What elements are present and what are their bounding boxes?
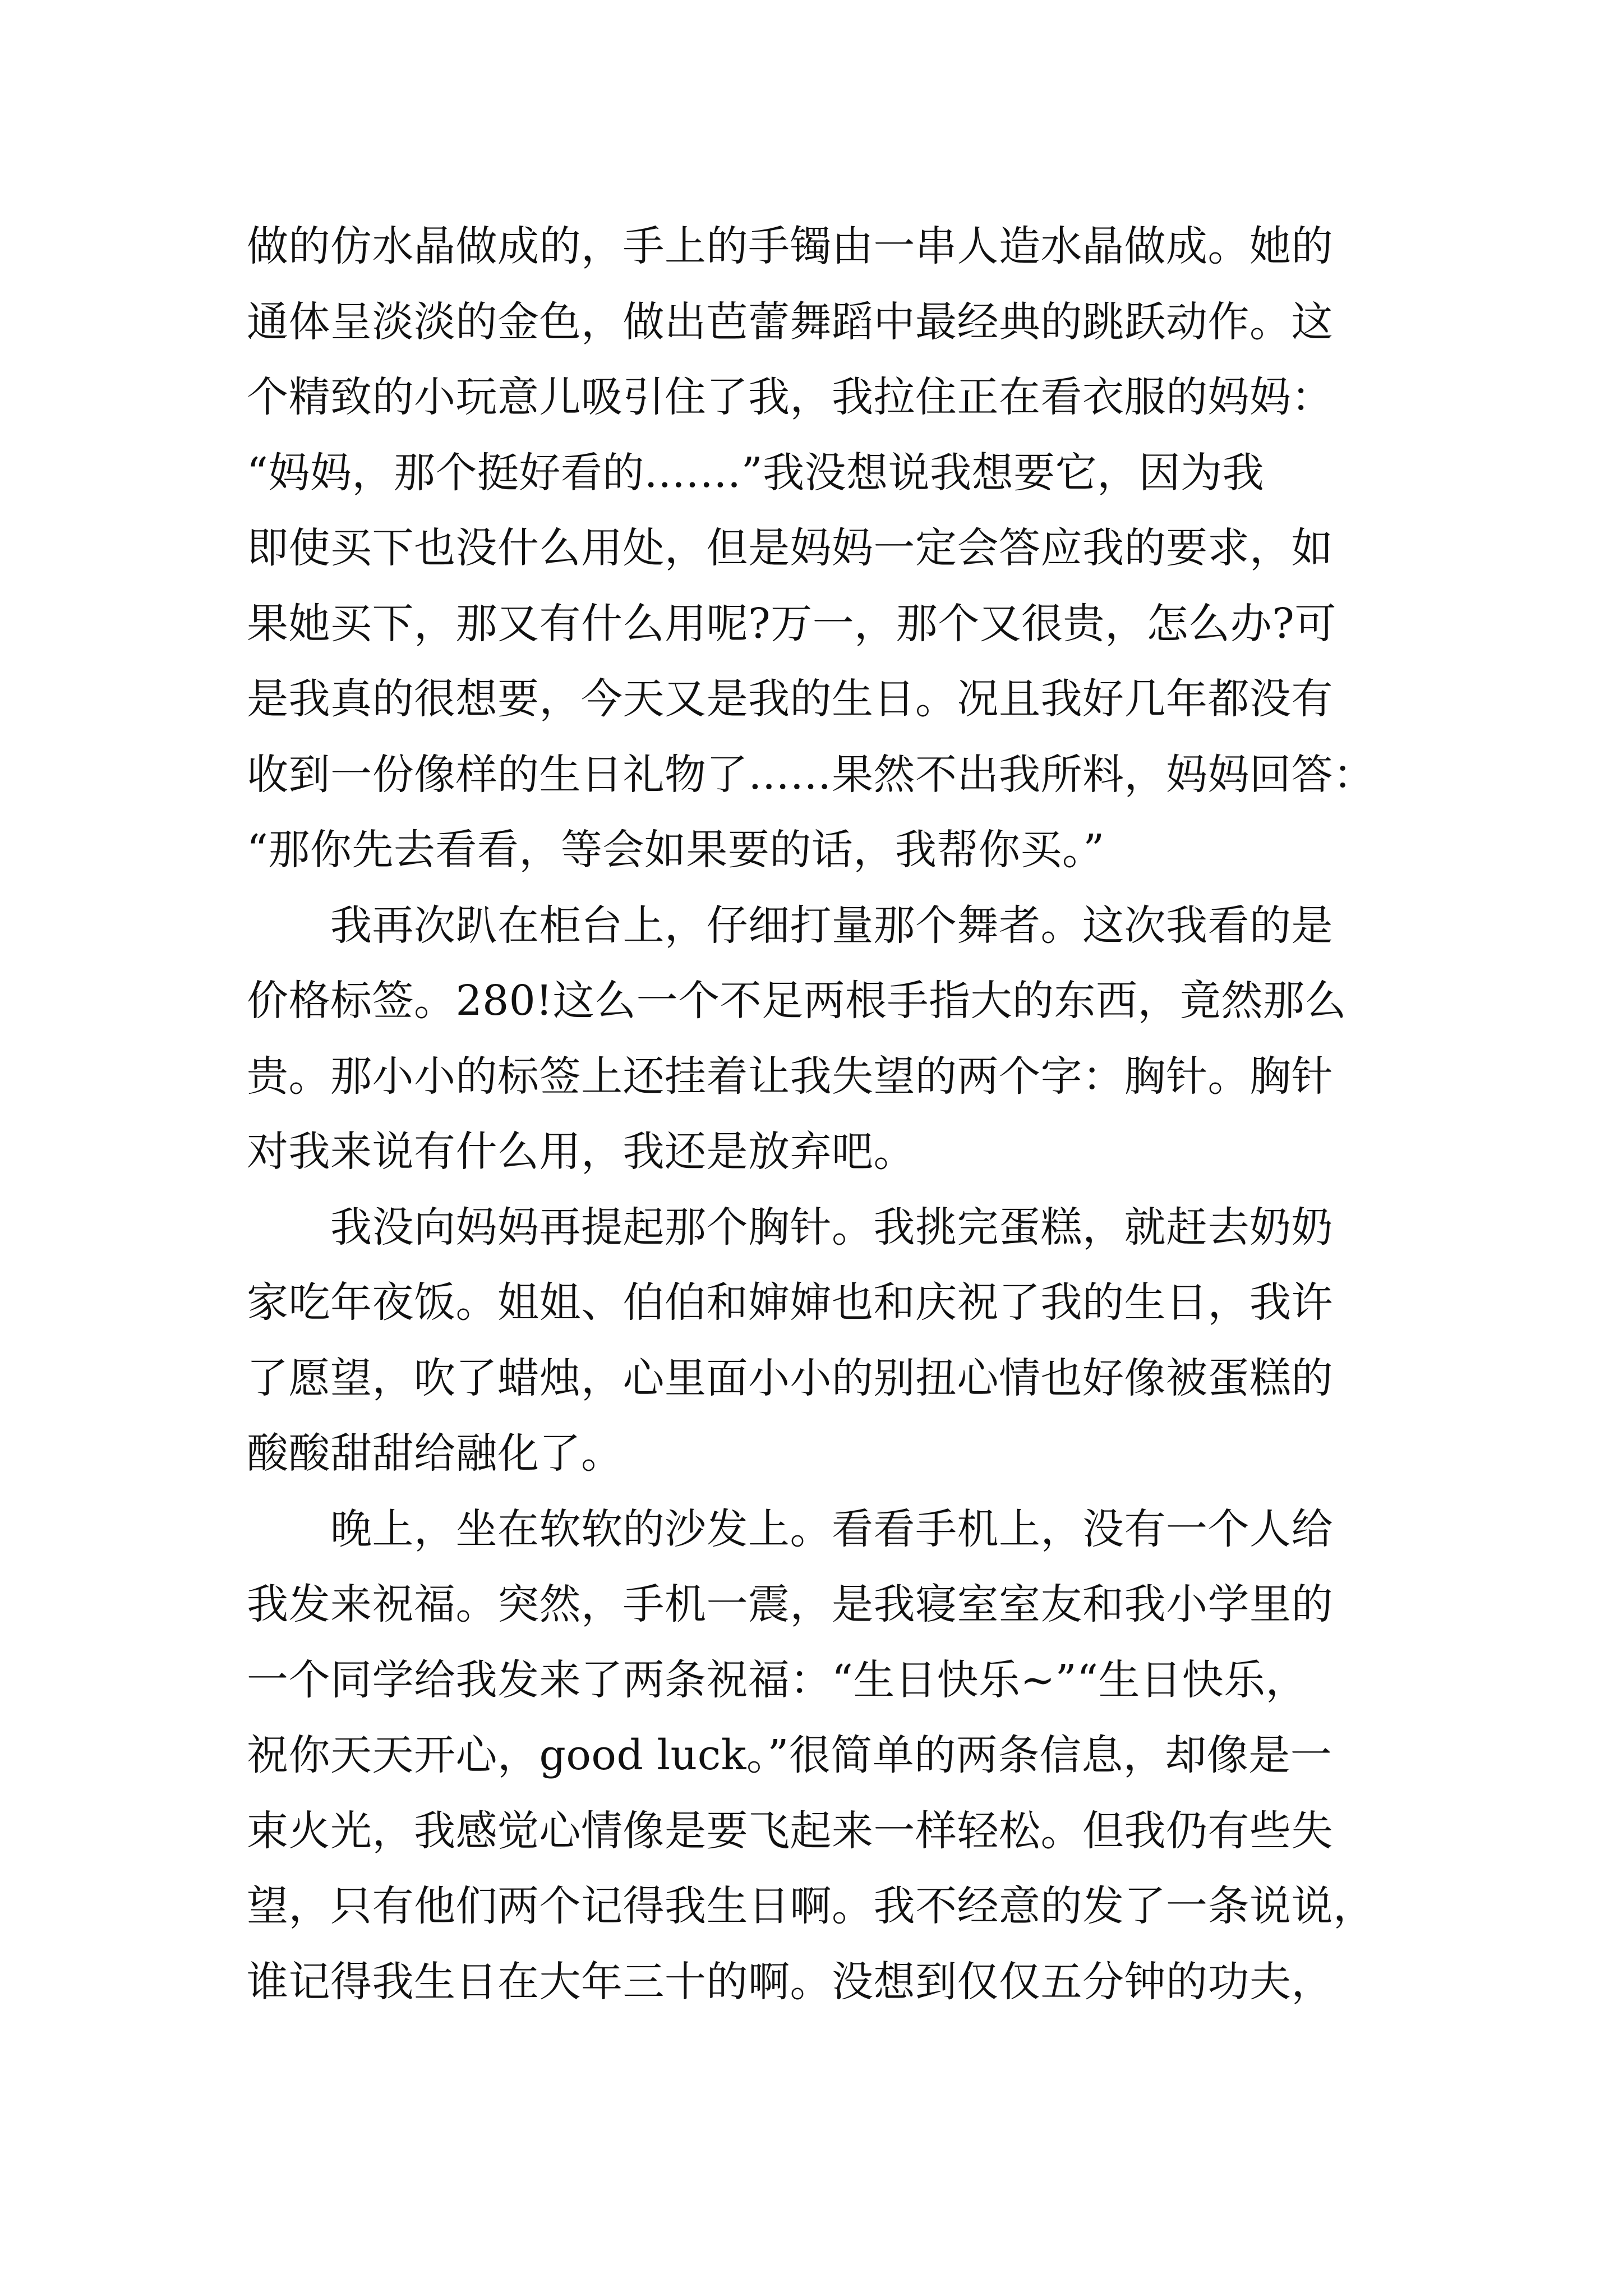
text-line: 收到一份像样的生日礼物了……果然不出我所料，妈妈回答： — [247, 750, 1375, 799]
text-line: 对我来说有什么用，我还是放弃吧。 — [247, 1128, 915, 1176]
paragraph-first-line: 我再次趴在柜台上，仔细打量那个舞者。这次我看的是 — [247, 901, 1333, 950]
text-line: 酸酸甜甜给融化了。 — [247, 1429, 623, 1478]
text-line: 个精致的小玩意儿吸引住了我，我拉住正在看衣服的妈妈： — [247, 373, 1333, 421]
text-line: 了愿望，吹了蜡烛，心里面小小的别扭心情也好像被蛋糕的 — [247, 1354, 1333, 1402]
text-line: 即使买下也没什么用处，但是妈妈一定会答应我的要求，如 — [247, 524, 1333, 572]
document-body — [247, 209, 1385, 2019]
text-line: 家吃年夜饭。姐姐、伯伯和婶婶也和庆祝了我的生日，我许 — [247, 1278, 1333, 1327]
text-line: 做的仿水晶做成的，手上的手镯由一串人造水晶做成。她的 — [247, 222, 1333, 270]
text-line: 望，只有他们两个记得我生日啊。我不经意的发了一条说说， — [247, 1882, 1375, 1930]
text-line: 是我真的很想要，今天又是我的生日。况且我好几年都没有 — [247, 675, 1333, 723]
text-line: 祝你天天开心，good luck。”很简单的两条信息，却像是一 — [247, 1731, 1332, 1779]
text-line: 贵。那小小的标签上还挂着让我失望的两个字：胸针。胸针 — [247, 1052, 1333, 1101]
text-line: 价格标签。280!这么一个不足两根手指大的东西，竟然那么 — [247, 977, 1347, 1025]
text-line: 通体呈淡淡的金色，做出芭蕾舞蹈中最经典的跳跃动作。这 — [247, 297, 1333, 346]
text-line: 一个同学给我发来了两条祝福：“生日快乐~”“生日快乐， — [247, 1655, 1307, 1704]
text-line: “妈妈，那个挺好看的.……”我没想说我想要它，因为我 — [247, 448, 1265, 497]
paragraph-first-line: 我没向妈妈再提起那个胸针。我挑完蛋糕，就赶去奶奶 — [247, 1203, 1333, 1251]
text-line: 谁记得我生日在大年三十的啊。没想到仅仅五分钟的功夫， — [247, 1957, 1333, 2006]
paragraph-first-line: 晚上，坐在软软的沙发上。看看手机上，没有一个人给 — [247, 1504, 1333, 1553]
text-line: 束火光，我感觉心情像是要飞起来一样轻松。但我仍有些失 — [247, 1806, 1333, 1855]
text-line: 果她买下，那又有什么用呢?万一，那个又很贵，怎么办?可 — [247, 599, 1336, 648]
text-line: 我发来祝福。突然，手机一震，是我寝室室友和我小学里的 — [247, 1580, 1333, 1628]
text-line: “那你先去看看，等会如果要的话，我帮你买。” — [247, 826, 1105, 874]
